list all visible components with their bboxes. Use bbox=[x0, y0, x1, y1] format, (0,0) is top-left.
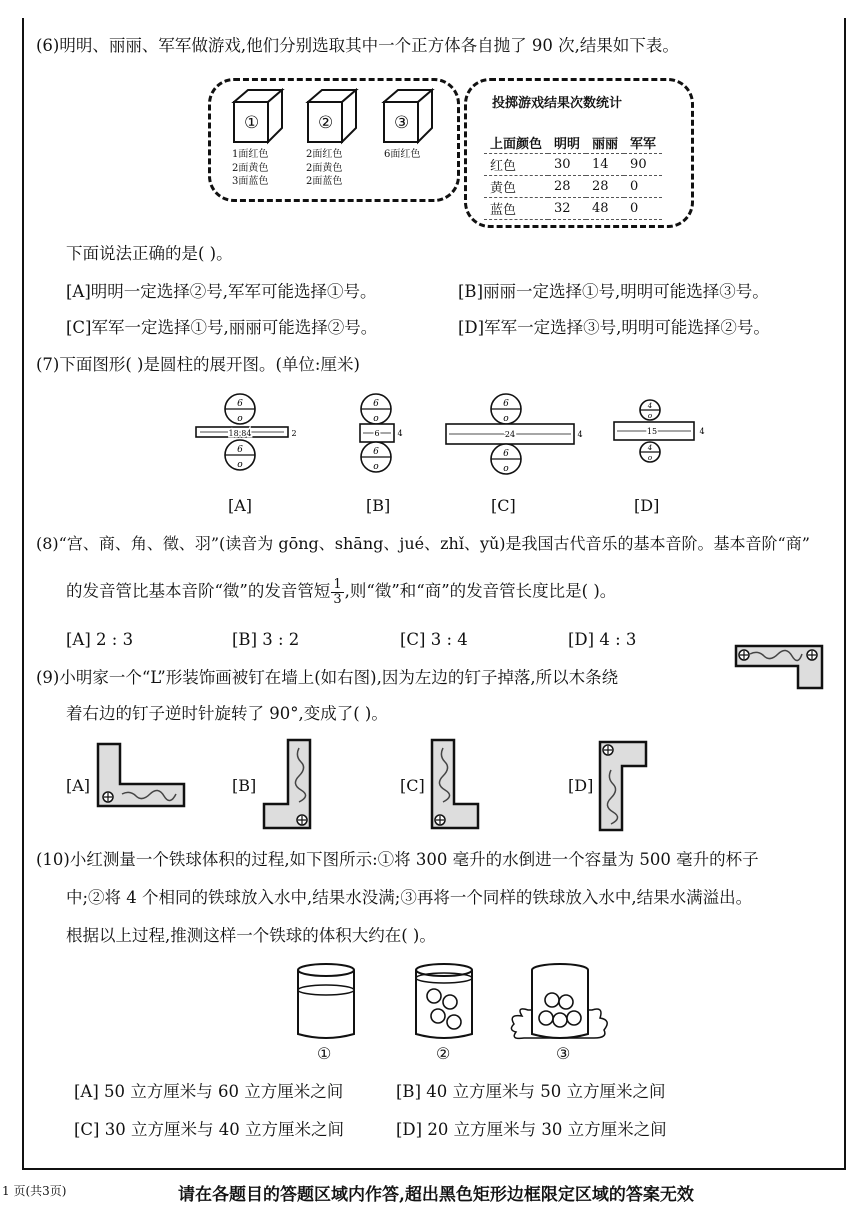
cube-3-label: ③ bbox=[394, 113, 410, 133]
svg-text:o: o bbox=[503, 464, 509, 474]
q7-b-length: 6 bbox=[374, 429, 380, 438]
table-cell: 黄色 bbox=[484, 176, 548, 198]
table-cell: 28 bbox=[548, 176, 586, 198]
q10-line3: 根据以上过程,推测这样一个铁球的体积大约在( )。 bbox=[66, 926, 436, 945]
q7-a-length: 18.84 bbox=[228, 429, 252, 438]
q9-option-b-picture bbox=[262, 738, 318, 832]
table-row bbox=[484, 198, 662, 220]
q6-option-a[interactable]: [A]明明一定选择②号,军军可能选择①号。 bbox=[66, 282, 377, 301]
q10-option-c[interactable]: [C] 30 立方厘米与 40 立方厘米之间 bbox=[74, 1120, 344, 1139]
q8-line2-part1: 的发音管比基本音阶“徵”的发音管短 bbox=[66, 581, 331, 601]
q7-c-circle-top: 6 bbox=[503, 399, 509, 409]
q10-option-a[interactable]: [A] 50 立方厘米与 60 立方厘米之间 bbox=[74, 1082, 344, 1101]
q7-d-width: 4 bbox=[699, 427, 705, 436]
q8-option-b[interactable]: [B] 3 : 2 bbox=[232, 630, 300, 649]
svg-text:o: o bbox=[237, 460, 243, 470]
q7-stem: (7)下面图形( )是圆柱的展开图。(单位:厘米) bbox=[36, 355, 360, 374]
cube-2-label: ② bbox=[318, 113, 334, 133]
q7-b-circle-top: 6 bbox=[373, 399, 379, 409]
q6-option-d[interactable]: [D]军军一定选择③号,明明可能选择②号。 bbox=[458, 318, 770, 337]
q8-line2-part2: ,则“徵”和“商”的发音管长度比是( )。 bbox=[344, 581, 617, 601]
table-row bbox=[484, 154, 662, 176]
q6-result-table bbox=[484, 132, 662, 220]
q7-d-circle-bottom: 4 bbox=[647, 444, 653, 452]
q7-figure-a bbox=[188, 392, 308, 476]
cup-1-picture bbox=[294, 962, 364, 1042]
page-number: 1 页(共3页) bbox=[2, 1184, 67, 1198]
table-header: 丽丽 bbox=[586, 132, 624, 154]
q7-option-a[interactable]: [A] bbox=[228, 496, 253, 515]
svg-text:o: o bbox=[647, 412, 653, 420]
q10-step-1: ① bbox=[317, 1044, 332, 1063]
table-cell: 90 bbox=[624, 154, 662, 176]
q10-line1: (10)小红测量一个铁球体积的过程,如下图所示:①将 300 毫升的水倒进一个容量为 500 毫升的杯子 bbox=[36, 850, 759, 869]
table-header: 明明 bbox=[548, 132, 586, 154]
cup-3-picture bbox=[508, 958, 612, 1048]
q8-line2 bbox=[66, 578, 616, 606]
table-cell: 红色 bbox=[484, 154, 548, 176]
table-header: 上面颜色 bbox=[484, 132, 548, 154]
q7-c-length: 24 bbox=[504, 430, 516, 439]
q9-option-b[interactable]: [B] bbox=[232, 776, 257, 795]
q10-step-2: ② bbox=[436, 1044, 451, 1063]
table-cell: 30 bbox=[548, 154, 586, 176]
q6-option-b[interactable]: [B]丽丽一定选择①号,明明可能选择③号。 bbox=[458, 282, 769, 301]
svg-text:o: o bbox=[373, 414, 379, 424]
q7-c-width: 4 bbox=[577, 430, 583, 439]
q6-table-title: 投掷游戏结果次数统计 bbox=[492, 96, 623, 111]
q10-step-3: ③ bbox=[556, 1044, 571, 1063]
answer-area-notice: 请在各题目的答题区域内作答,超出黑色矩形边框限定区域的答案无效 bbox=[178, 1185, 694, 1205]
q8-option-a[interactable]: [A] 2 : 3 bbox=[66, 630, 134, 649]
table-cell: 0 bbox=[624, 198, 662, 220]
q9-option-a[interactable]: [A] bbox=[66, 776, 91, 795]
q6-prompt: 下面说法正确的是( )。 bbox=[66, 244, 233, 263]
cube-3-caption: 6面红色 bbox=[384, 149, 421, 160]
q7-option-c[interactable]: [C] bbox=[491, 496, 516, 515]
q7-c-circle-bottom: 6 bbox=[503, 449, 509, 459]
table-cell: 14 bbox=[586, 154, 624, 176]
q9-original-frame-picture bbox=[734, 644, 826, 690]
q8-option-c[interactable]: [C] 3 : 4 bbox=[400, 630, 468, 649]
q9-option-d[interactable]: [D] bbox=[568, 776, 594, 795]
svg-text:o: o bbox=[237, 414, 243, 424]
q7-figure-c bbox=[440, 392, 590, 476]
table-header: 军军 bbox=[624, 132, 662, 154]
q9-option-c[interactable]: [C] bbox=[400, 776, 425, 795]
q9-option-c-picture bbox=[430, 738, 486, 832]
q7-figure-d bbox=[608, 396, 718, 470]
cube-1-label: ① bbox=[244, 113, 260, 133]
q7-a-circle-bottom: 6 bbox=[237, 445, 243, 455]
q9-option-a-picture bbox=[96, 742, 192, 812]
table-cell: 蓝色 bbox=[484, 198, 548, 220]
table-cell: 28 bbox=[586, 176, 624, 198]
q7-d-length: 15 bbox=[646, 427, 658, 436]
table-row bbox=[484, 176, 662, 198]
q9-line1: (9)小明家一个“L”形装饰画被钉在墙上(如右图),因为左边的钉子掉落,所以木条绕 bbox=[36, 668, 619, 687]
cup-2-picture bbox=[412, 962, 482, 1042]
q6-stem: (6)明明、丽丽、军军做游戏,他们分别选取其中一个正方体各自抛了 90 次,结果如下表。 bbox=[36, 36, 679, 55]
q7-a-width: 2 bbox=[291, 429, 297, 438]
q7-figure-b bbox=[352, 392, 412, 476]
q9-line2: 着右边的钉子逆时针旋转了 90°,变成了( )。 bbox=[66, 704, 388, 723]
svg-text:o: o bbox=[503, 414, 509, 424]
q6-option-c[interactable]: [C]军军一定选择①号,丽丽可能选择②号。 bbox=[66, 318, 378, 337]
q10-option-b[interactable]: [B] 40 立方厘米与 50 立方厘米之间 bbox=[396, 1082, 666, 1101]
q7-option-b[interactable]: [B] bbox=[366, 496, 391, 515]
q8-line1: (8)“宫、商、角、徵、羽”(读音为 gōng、shāng、jué、zhǐ、yǔ)是我国古代音乐的基本音阶。基本音阶“商” bbox=[36, 534, 810, 553]
q7-a-circle-top: 6 bbox=[237, 399, 243, 409]
cube-1-caption: 1面红色 2面黄色 3面蓝色 bbox=[232, 149, 269, 187]
svg-text:o: o bbox=[373, 462, 379, 472]
q9-option-d-picture bbox=[598, 740, 654, 834]
q8-option-d[interactable]: [D] 4 : 3 bbox=[568, 630, 637, 649]
q7-option-d[interactable]: [D] bbox=[634, 496, 660, 515]
q8-fraction: $\frac{1}{3}$ bbox=[333, 577, 342, 607]
q10-option-d[interactable]: [D] 20 立方厘米与 30 立方厘米之间 bbox=[396, 1120, 667, 1139]
table-cell: 32 bbox=[548, 198, 586, 220]
table-cell: 0 bbox=[624, 176, 662, 198]
q10-line2: 中;②将 4 个相同的铁球放入水中,结果水没满;③再将一个同样的铁球放入水中,结果水满溢出。 bbox=[66, 888, 753, 907]
cube-2-caption: 2面红色 2面黄色 2面蓝色 bbox=[306, 149, 343, 187]
q7-b-width: 4 bbox=[397, 429, 403, 438]
table-cell: 48 bbox=[586, 198, 624, 220]
svg-text:o: o bbox=[647, 454, 653, 462]
q7-b-circle-bottom: 6 bbox=[373, 447, 379, 457]
q7-d-circle-top: 4 bbox=[647, 402, 653, 410]
